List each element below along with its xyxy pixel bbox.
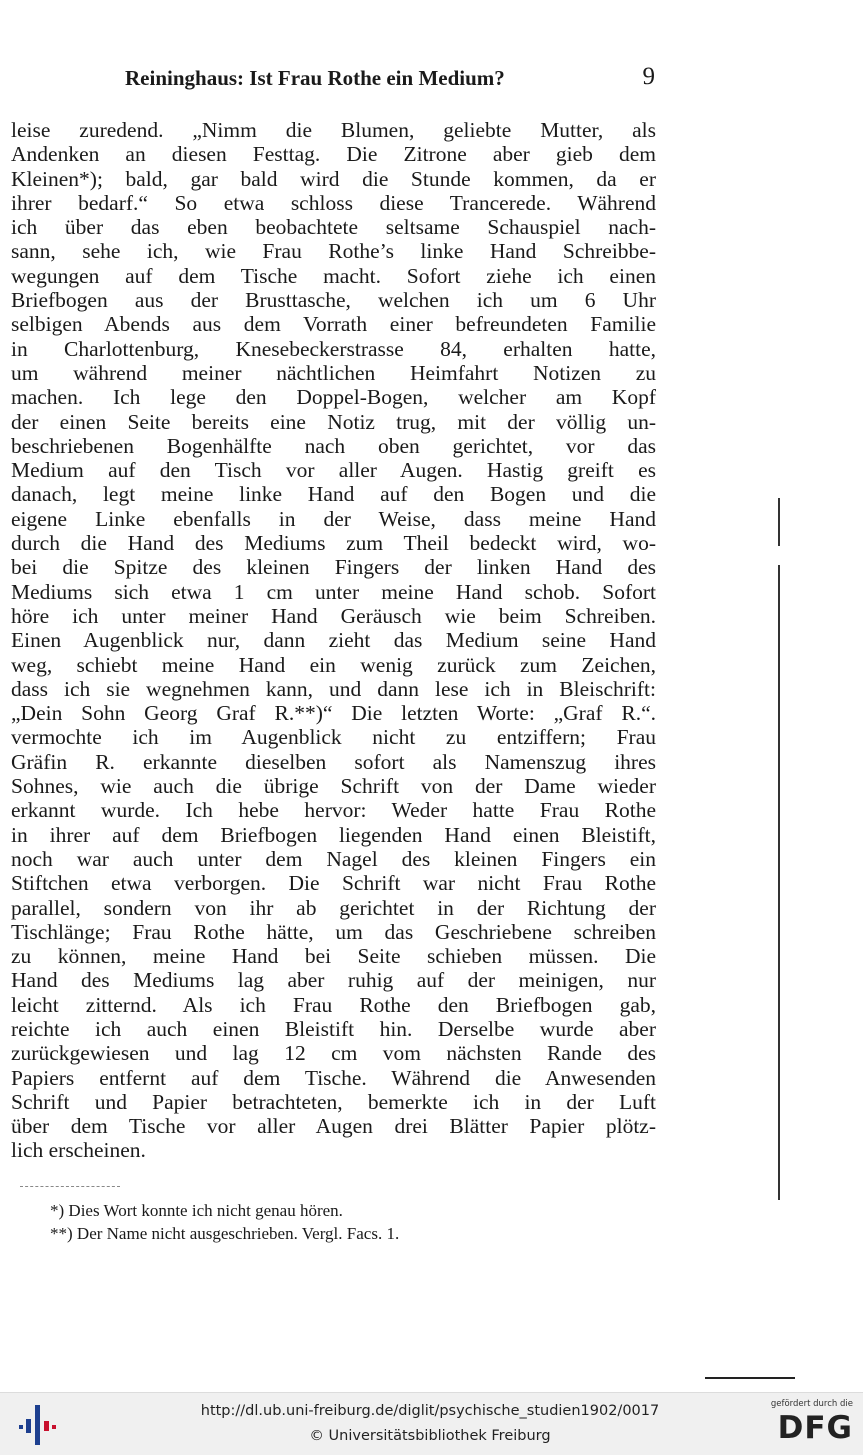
footnotes xyxy=(50,1199,610,1245)
text-line: zu können, meine Hand bei Seite schieben müssen. Die xyxy=(11,944,656,969)
text-line: Mediums sich etwa 1 cm unter meine Hand schob. Sofort xyxy=(11,579,656,604)
running-title: Reininghaus: Ist Frau Rothe ein Medium? xyxy=(125,66,505,90)
margin-rule xyxy=(778,498,780,546)
text-line: in ihrer auf dem Briefbogen liegenden Hand einen Bleistift, xyxy=(11,822,656,847)
viewer-footer xyxy=(0,1392,863,1455)
dfg-logo xyxy=(763,1399,853,1451)
text-line: Briefbogen aus der Brusttasche, welchen ich um 6 Uhr xyxy=(11,288,656,313)
text-line: sann, sehe ich, wie Frau Rothe’s linke Hand Schreibbe- xyxy=(11,239,656,264)
text-line: selbigen Abends aus dem Vorrath einer befreundeten Familie xyxy=(11,312,656,337)
text-line: Einen Augenblick nur, dann zieht das Medium seine Hand xyxy=(11,628,656,653)
dfg-mark: DFG xyxy=(777,1410,853,1446)
text-line: Kleinen*); bald, gar bald wird die Stunde kommen, da er xyxy=(11,166,656,191)
text-line: ich über das eben beobachtete seltsame Schauspiel nach- xyxy=(11,215,656,240)
text-line: machen. Ich lege den Doppel-Bogen, welcher am Kopf xyxy=(11,385,656,410)
text-line: Sohnes, wie auch die übrige Schrift von der Dame wieder xyxy=(11,774,656,799)
text-line: erkannt wurde. Ich hebe hervor: Weder hatte Frau Rothe xyxy=(11,798,656,823)
text-line: beschriebenen Bogenhälfte nach oben gerichtet, vor das xyxy=(11,433,656,458)
footnote-2: **) Der Name nicht ausgeschrieben. Vergl. Facs. 1. xyxy=(50,1224,400,1243)
library-logo-icon xyxy=(17,1405,57,1445)
text-line: Stiftchen etwa verborgen. Die Schrift war nicht Frau Rothe xyxy=(11,871,656,896)
text-line: leicht zitternd. Als ich Frau Rothe den Briefbogen gab, xyxy=(11,992,656,1017)
running-head xyxy=(125,63,655,96)
page-edge-rule xyxy=(705,1377,795,1379)
text-line: in Charlottenburg, Knesebeckerstrasse 84, erhalten hatte, xyxy=(11,336,656,361)
permalink-link[interactable]: http://dl.ub.uni-freiburg.de/diglit/psychische_studien1902/0017 xyxy=(200,1403,660,1419)
page-number: 9 xyxy=(642,63,655,90)
text-line: weg, schiebt meine Hand ein wenig zurück zum Zeichen, xyxy=(11,652,656,677)
text-line: reichte ich auch einen Bleistift hin. Derselbe wurde aber xyxy=(11,1016,656,1041)
text-line: bei die Spitze des kleinen Fingers der linken Hand des xyxy=(11,555,656,580)
text-line: leise zuredend. „Nimm die Blumen, geliebte Mutter, als xyxy=(11,118,656,142)
text-line: danach, legt meine linke Hand auf den Bogen und die xyxy=(11,482,656,507)
text-line: wegungen auf dem Tische macht. Sofort ziehe ich einen xyxy=(11,263,656,288)
dfg-caption: gefördert durch die xyxy=(770,1399,853,1409)
text-line: Medium auf den Tisch vor aller Augen. Hastig greift es xyxy=(11,458,656,483)
text-line: über dem Tische vor aller Augen drei Blätter Papier plötz- xyxy=(11,1114,656,1139)
body-text xyxy=(11,118,656,1163)
text-line: vermochte ich im Augenblick nicht zu entziffern; Frau xyxy=(11,725,656,750)
text-line: zurückgewiesen und lag 12 cm vom nächsten Rande des xyxy=(11,1041,656,1066)
text-line: höre ich unter meiner Hand Geräusch wie beim Schreiben. xyxy=(11,603,656,628)
text-line: Schrift und Papier betrachteten, bemerkte ich in der Luft xyxy=(11,1089,656,1114)
text-line: der einen Seite bereits eine Notiz trug, mit der völlig un- xyxy=(11,409,656,434)
text-line: noch war auch unter dem Nagel des kleinen Fingers ein xyxy=(11,846,656,871)
text-line: eigene Linke ebenfalls in der Weise, dass meine Hand xyxy=(11,506,656,531)
text-line: ihrer bedarf.“ So etwa schloss diese Trancerede. Während xyxy=(11,190,656,215)
text-line: Papiers entfernt auf dem Tische. Während die Anwesenden xyxy=(11,1065,656,1090)
copyright-notice: © Universitätsbibliothek Freiburg xyxy=(309,1428,551,1444)
text-line: „Dein Sohn Georg Graf R.**)“ Die letzten Worte: „Graf R.“. xyxy=(11,701,656,726)
footnote-1: *) Dies Wort konnte ich nicht genau hören. xyxy=(50,1201,343,1220)
text-line: Tischlänge; Frau Rothe hätte, um das Geschriebene schreiben xyxy=(11,919,656,944)
text-line: Gräfin R. erkannte dieselben sofort als Namenszug ihres xyxy=(11,749,656,774)
text-line: parallel, sondern von ihr ab gerichtet in der Richtung der xyxy=(11,895,656,920)
text-line: lich erscheinen. xyxy=(11,1138,146,1163)
text-line: dass ich sie wegnehmen kann, und dann lese ich in Bleischrift: xyxy=(11,676,656,701)
text-line: Andenken an diesen Festtag. Die Zitrone aber gieb dem xyxy=(11,142,656,167)
text-line: durch die Hand des Mediums zum Theil bedeckt wird, wo- xyxy=(11,531,656,556)
text-line: um während meiner nächtlichen Heimfahrt Notizen zu xyxy=(11,360,656,385)
margin-rule xyxy=(778,565,780,1200)
text-line: Hand des Mediums lag aber ruhig auf der meinigen, nur xyxy=(11,968,656,993)
footnote-separator xyxy=(20,1186,120,1187)
